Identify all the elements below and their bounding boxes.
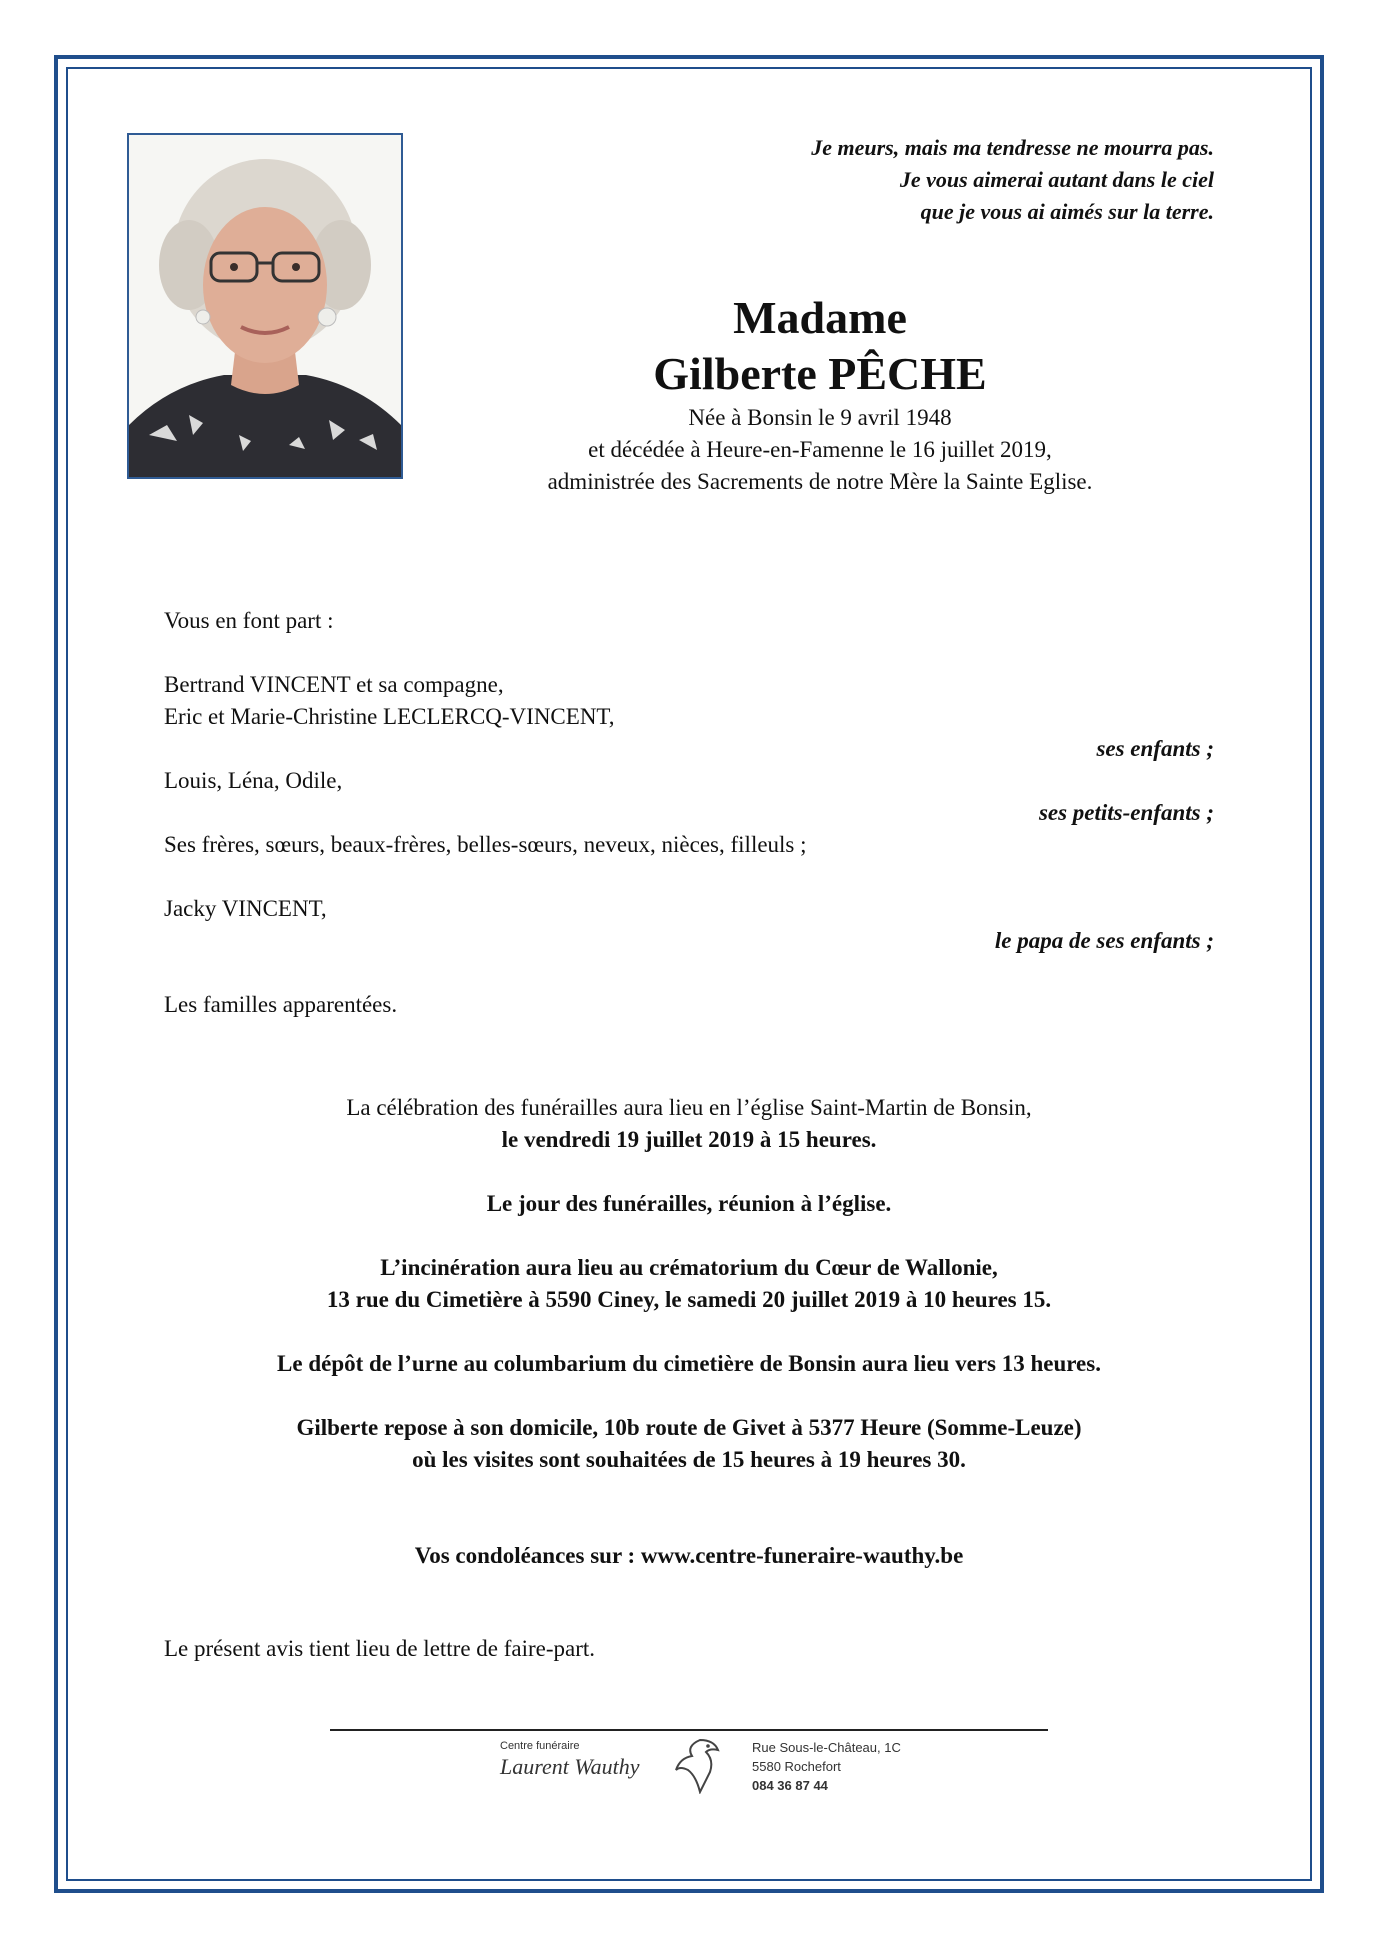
family-line: Bertrand VINCENT et sa compagne, (164, 672, 504, 697)
relation-label: ses enfants ; (1096, 736, 1214, 761)
logo-name: Laurent Wauthy (500, 1754, 640, 1779)
family-line: Eric et Marie-Christine LECLERCQ-VINCENT, (164, 704, 615, 729)
quote-line: Je meurs, mais ma tendresse ne mourra pas. (811, 135, 1214, 160)
ceremony-line: La célébration des funérailles aura lieu en l’église Saint-Martin de Bonsin, (346, 1095, 1032, 1120)
intro-text: Vous en font part : (164, 608, 334, 633)
rest-line: Gilberte repose à son domicile, 10b route de Givet à 5377 Heure (Somme-Leuze) (296, 1415, 1082, 1440)
cremation-address: 13 rue du Cimetière à 5590 Ciney, le samedi 20 juillet 2019 à 10 heures 15. (326, 1287, 1052, 1312)
family-line: Jacky VINCENT, (164, 896, 327, 921)
notice-line: Le présent avis tient lieu de lettre de faire-part. (164, 1636, 596, 1661)
relation-label: le papa de ses enfants ; (994, 928, 1214, 953)
funeral-home-address (752, 1738, 901, 1795)
death-line: et décédée à Heure-en-Famenne le 16 juillet 2019, (588, 437, 1052, 462)
sacraments-line: administrée des Sacrements de notre Mère la Sainte Eglise. (547, 469, 1093, 494)
funeral-home-logo (492, 1736, 932, 1796)
deceased-heading (400, 290, 1240, 498)
phone-number: 084 36 87 44 (752, 1778, 828, 1793)
urn-line: Le dépôt de l’urne au columbarium du cimetière de Bonsin aura lieu vers 13 heures. (277, 1351, 1101, 1376)
relation-label: ses petits-enfants ; (1038, 800, 1214, 825)
honorific: Madame (733, 292, 907, 343)
quote-line: que je vous ai aimés sur la terre. (920, 199, 1214, 224)
birth-line: Née à Bonsin le 9 avril 1948 (688, 405, 952, 430)
address-city: 5580 Rochefort (752, 1759, 841, 1774)
address-street: Rue Sous-le-Château, 1C (752, 1740, 901, 1755)
quote-line: Je vous aimerai autant dans le ciel (899, 167, 1214, 192)
cremation-line: L’incinération aura lieu au crématorium du Cœur de Wallonie, (380, 1255, 998, 1280)
ceremony-date: le vendredi 19 juillet 2019 à 15 heures. (501, 1127, 877, 1152)
family-line: Ses frères, sœurs, beaux-frères, belles-sœurs, neveux, nièces, filleuls ; (164, 832, 807, 857)
logo-caption: Centre funéraire (500, 1740, 580, 1752)
signature-rule (330, 1729, 1048, 1731)
visits-line: où les visites sont souhaitées de 15 heures à 19 heures 30. (412, 1447, 966, 1472)
family-line: Les familles apparentées. (164, 992, 398, 1017)
family-line: Louis, Léna, Odile, (164, 768, 343, 793)
portrait-photo (127, 133, 403, 479)
condolences-line: Vos condoléances sur : www.centre-funeraire-wauthy.be (414, 1543, 964, 1568)
bird-icon (670, 1736, 730, 1794)
gathering-line: Le jour des funérailles, réunion à l’église. (486, 1191, 892, 1216)
deceased-name: Gilberte PÊCHE (653, 348, 987, 399)
epitaph-quote (594, 132, 1214, 228)
